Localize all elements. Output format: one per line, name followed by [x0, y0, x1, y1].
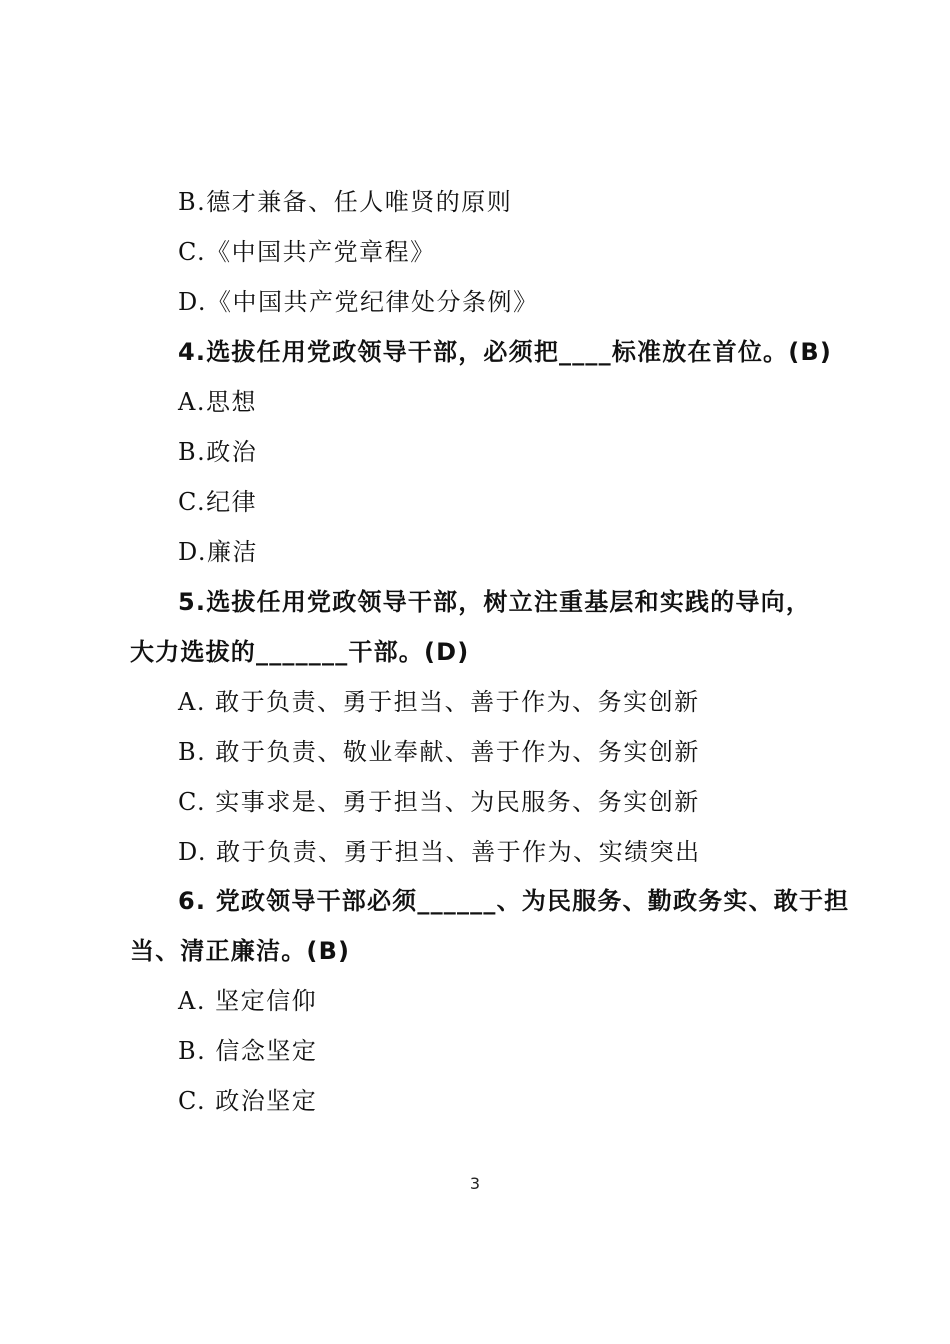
option-line: C.《中国共产党章程》 — [178, 238, 436, 266]
option-line: D. 敢于负责、勇于担当、善于作为、实绩突出 — [178, 838, 701, 866]
option-line: C.纪律 — [178, 488, 258, 516]
question-5-text-continued: 大力选拔的_______干部。(D) — [130, 638, 470, 666]
question-5-text: 5.选拔任用党政领导干部，树立注重基层和实践的导向， — [178, 588, 812, 616]
option-line: A. 敢于负责、勇于担当、善于作为、务实创新 — [178, 688, 700, 716]
option-line: C. 实事求是、勇于担当、为民服务、务实创新 — [178, 788, 700, 816]
option-line: A. 坚定信仰 — [178, 987, 318, 1015]
option-line: B. 敢于负责、敬业奉献、善于作为、务实创新 — [178, 738, 700, 766]
question-4-text: 4.选拔任用党政领导干部，必须把____标准放在首位。(B) — [178, 338, 833, 366]
question-6-text-continued: 当、清正廉洁。(B) — [130, 937, 351, 965]
option-line: C. 政治坚定 — [178, 1087, 318, 1115]
option-line: B.政治 — [178, 438, 258, 466]
question-6-text: 6. 党政领导干部必须______、为民服务、勤政务实、敢于担 — [178, 887, 850, 915]
option-line: A.思想 — [178, 388, 257, 416]
option-line: B.德才兼备、任人唯贤的原则 — [178, 188, 513, 216]
option-line: B. 信念坚定 — [178, 1037, 318, 1065]
option-line: D.廉洁 — [178, 538, 259, 566]
option-line: D.《中国共产党纪律处分条例》 — [178, 288, 539, 316]
page-number: 3 — [469, 1174, 481, 1193]
